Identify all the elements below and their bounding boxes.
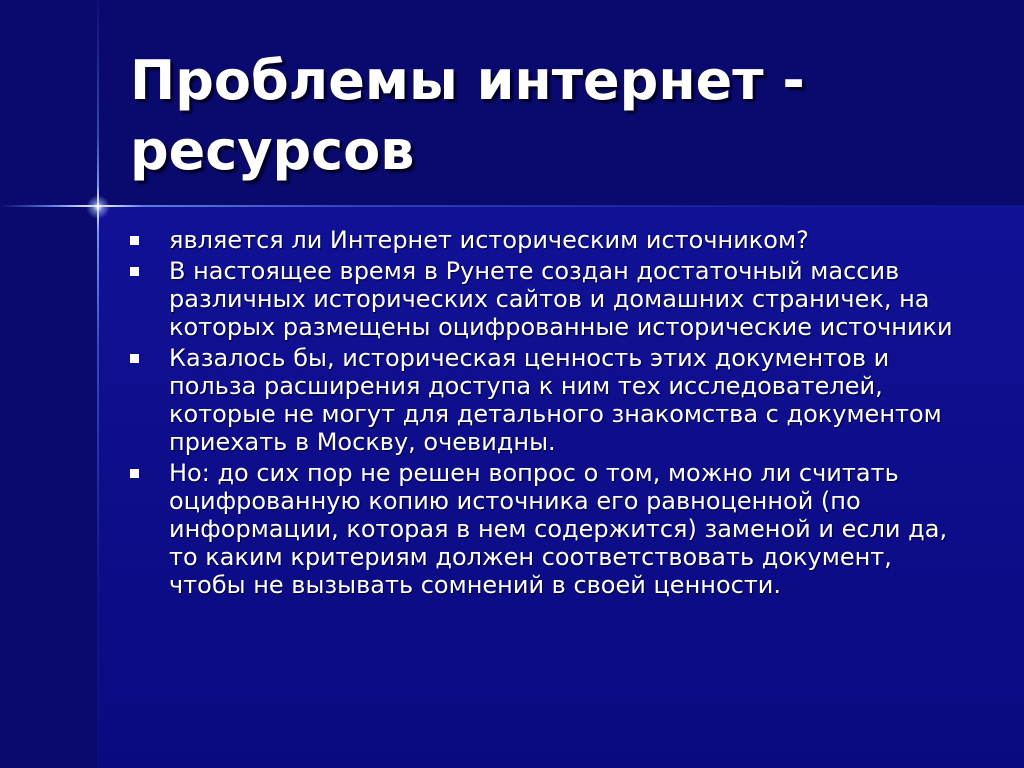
bullet-text: Но: до сих пор не решен вопрос о том, можно ли считать оцифрованную копию источника его равноценной (по информации, которая в нем содержится) заменой и если да, то каким критериям должен соответствовать документ, чтобы не вызывать сомнений в своей ценности. [169,459,948,599]
horizontal-accent-line [0,205,1024,207]
bullet-list [130,226,960,602]
bullet-text: является ли Интернет историческим источником? [169,226,809,254]
square-bullet-icon [130,236,139,245]
square-bullet-icon [130,469,139,478]
bullet-text: В настоящее время в Рунете создан достаточный массив различных исторических сайтов и домашних страничек, на которых размещены оцифрованные исторические источники [169,257,953,341]
bullet-text: Казалось бы, историческая ценность этих документов и польза расширения доступа к ним тех исследователей, которые не могут для детального знакомства с документом приехать в Москву, очевидны. [169,344,942,456]
square-bullet-icon [130,267,139,276]
bullet-item [130,226,960,254]
vertical-accent-line [97,0,99,768]
left-background-strip [0,206,98,768]
bullet-item [130,257,960,341]
square-bullet-icon [130,354,139,363]
slide-title: Проблемы интернет - ресурсов [130,49,805,182]
bullet-item [130,344,960,456]
sparkle-icon [86,195,110,219]
bullet-item [130,459,960,599]
